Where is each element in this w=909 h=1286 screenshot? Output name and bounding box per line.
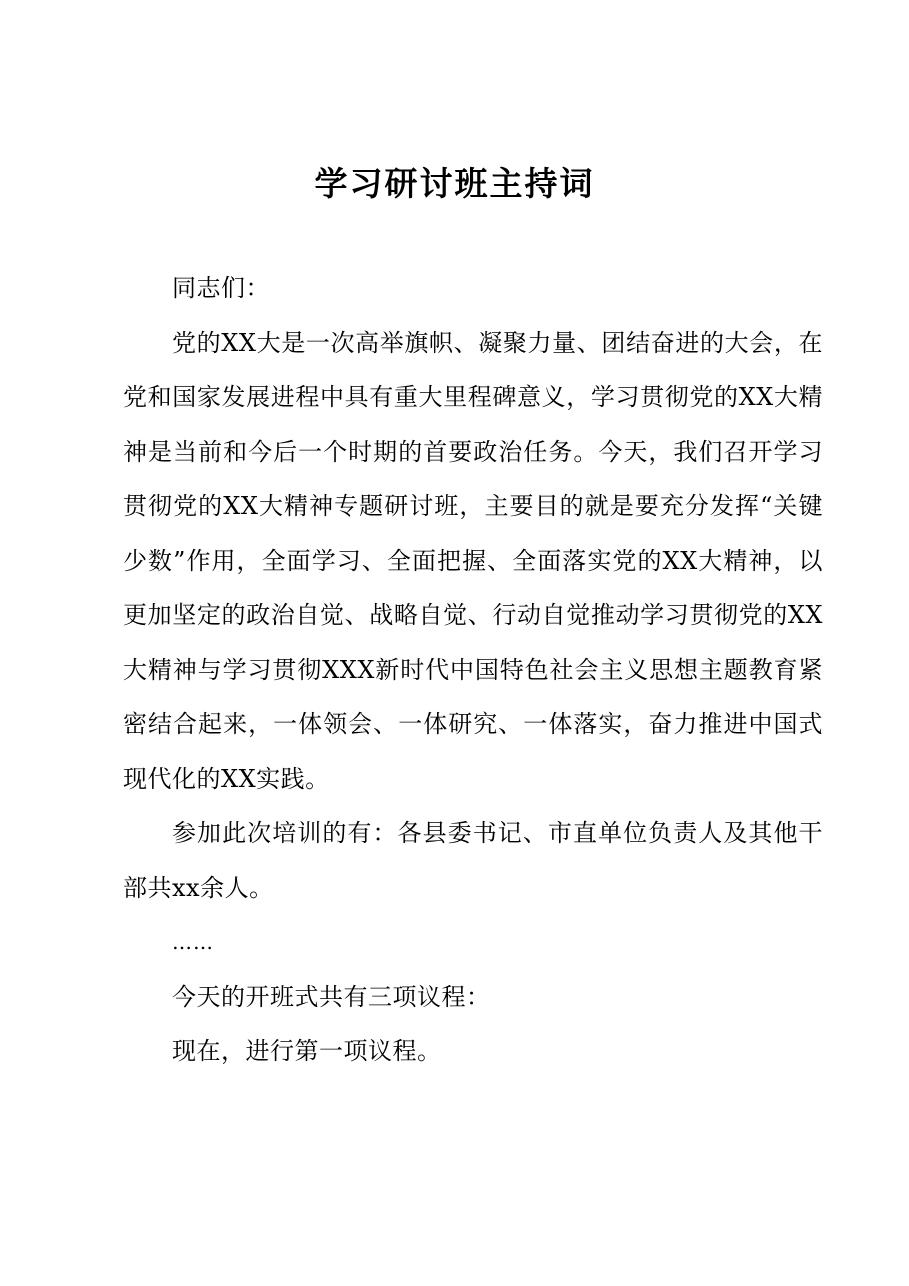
paragraph-agenda: 今天的开班式共有三项议程： — [172, 982, 491, 1011]
paragraph-first-item: 现在，进行第一项议程。 — [172, 1037, 442, 1065]
paragraph-attendees: 参加此次培训的有：各县委书记、市直单位负责人及其他干部共xx余人。 — [123, 819, 823, 902]
document-title: 学习研讨班主持词 — [314, 164, 595, 203]
greeting: 同志们： — [172, 274, 270, 302]
document-body — [123, 261, 823, 1079]
ellipsis: …… — [172, 930, 214, 954]
paragraph-opening: 党的XX大是一次高举旗帜、凝聚力量、团结奋进的大会，在党和国家发展进程中具有重大里程碑意义，学习贯彻党的XX大精神是当前和今后一个时期的首要政治任务。今天，我们召开学习贯彻党的XX大精神专题研讨班，主要目的就是要充分发挥“关键少数”作用，全面学习、全面把握、全面落实党的XX大精神，以更加坚定的政治自觉、战略自觉、行动自觉推动学习贯彻党的XX大精神与学习贯彻XXX新时代中国特色社会主义思想主题教育紧密结合起来，一体领会、一体研究、一体落实，奋力推进中国式现代化的XX实践。 — [123, 328, 823, 793]
